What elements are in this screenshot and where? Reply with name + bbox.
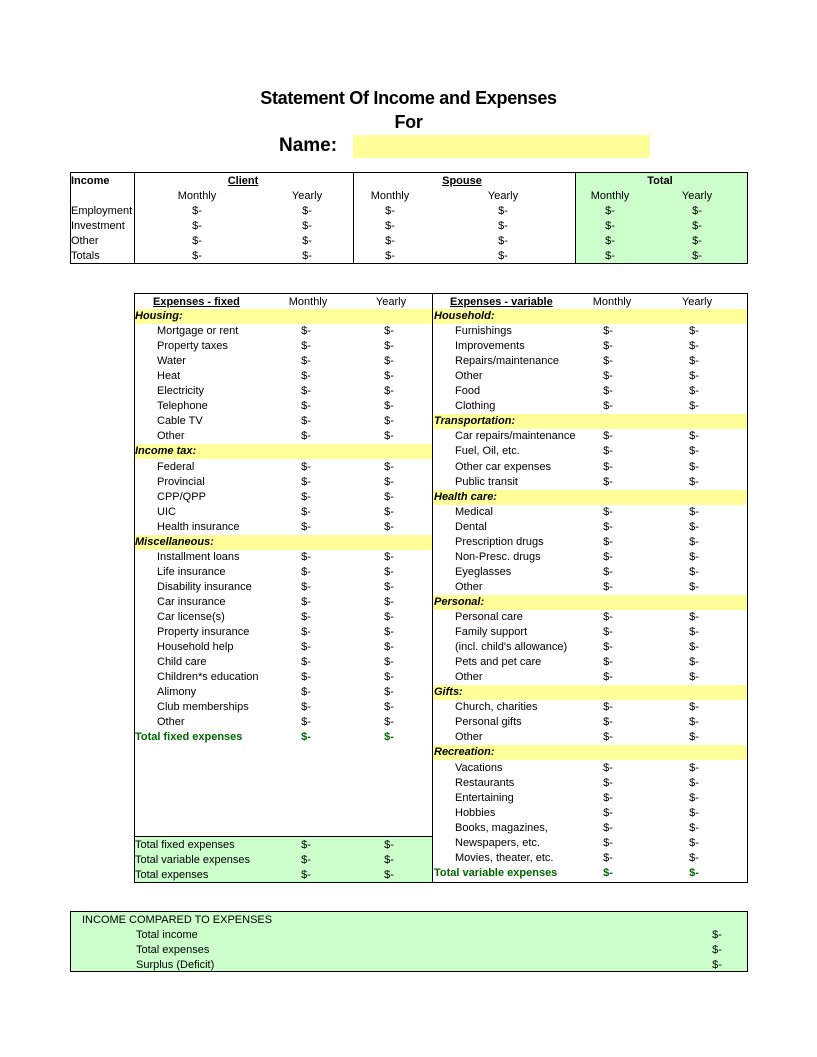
- income-cell[interactable]: $-: [385, 220, 395, 232]
- expense-yearly-cell[interactable]: $-: [384, 656, 394, 669]
- income-cell[interactable]: $-: [605, 235, 615, 247]
- expense-item-label: Prescription drugs: [455, 535, 544, 548]
- expense-item-label: Provincial: [157, 475, 205, 488]
- expense-monthly-cell[interactable]: $-: [301, 656, 311, 669]
- expense-item-label: Hobbies: [455, 806, 496, 819]
- expense-monthly-cell[interactable]: $-: [301, 505, 311, 518]
- expense-item-label: Property insurance: [157, 626, 250, 639]
- expense-monthly-cell[interactable]: $-: [301, 400, 311, 413]
- expense-yearly-cell[interactable]: $-: [689, 400, 699, 413]
- expense-item-label: Repairs/maintenance: [455, 355, 559, 368]
- expense-item-label: Other: [157, 430, 185, 443]
- income-sub-header: Yearly: [487, 190, 519, 202]
- expense-monthly-cell[interactable]: $-: [301, 325, 311, 338]
- expense-item-label: Property taxes: [157, 340, 228, 353]
- expense-item-label: Club memberships: [157, 701, 249, 714]
- expense-yearly-cell[interactable]: $-: [689, 671, 699, 684]
- income-cell[interactable]: $-: [385, 235, 395, 247]
- expense-yearly-cell[interactable]: $-: [689, 505, 699, 518]
- expense-yearly-cell[interactable]: $-: [689, 821, 699, 834]
- income-cell[interactable]: $-: [692, 220, 702, 232]
- expense-monthly-cell[interactable]: $-: [301, 475, 311, 488]
- expense-item-label: Family support: [455, 626, 528, 639]
- expense-monthly-cell[interactable]: $-: [603, 851, 613, 864]
- expense-yearly-cell[interactable]: $-: [384, 460, 394, 473]
- expense-item-label: Car license(s): [157, 611, 225, 623]
- expense-yearly-cell[interactable]: $-: [384, 686, 394, 699]
- expense-yearly-cell[interactable]: $-: [689, 370, 699, 383]
- expense-yearly-cell[interactable]: $-: [689, 355, 699, 368]
- expense-yearly-cell[interactable]: $-: [689, 791, 699, 804]
- expense-monthly-cell[interactable]: $-: [603, 656, 613, 669]
- expense-yearly-cell[interactable]: $-: [689, 460, 699, 473]
- section-total-monthly: $-: [603, 866, 613, 879]
- expense-yearly-cell[interactable]: $-: [384, 626, 394, 639]
- expense-yearly-cell[interactable]: $-: [384, 385, 394, 398]
- variable-title: Expenses - variable: [450, 296, 553, 308]
- income-row-label: Totals: [71, 250, 100, 262]
- expense-monthly-cell[interactable]: $-: [301, 580, 311, 593]
- expense-yearly-cell[interactable]: $-: [689, 641, 699, 654]
- expense-item-label: Public transit: [455, 475, 518, 488]
- expense-yearly-cell[interactable]: $-: [689, 776, 699, 789]
- expense-monthly-cell[interactable]: $-: [603, 460, 613, 473]
- expense-item-label: Car repairs/maintenance: [455, 430, 576, 443]
- section-total-yearly: $-: [689, 866, 699, 879]
- expense-item-label: Dental: [455, 520, 487, 533]
- compare-value: $-: [712, 929, 722, 941]
- summary-label: Total expenses: [135, 869, 209, 881]
- section-total-monthly: $-: [301, 731, 311, 744]
- page-title: Statement Of Income and Expenses: [260, 88, 557, 108]
- expense-monthly-cell[interactable]: $-: [603, 505, 613, 518]
- expense-item-label: Federal: [157, 460, 195, 473]
- income-cell[interactable]: $-: [498, 220, 508, 232]
- expense-yearly-cell[interactable]: $-: [384, 671, 394, 684]
- expense-yearly-cell[interactable]: $-: [689, 340, 699, 353]
- expense-yearly-cell[interactable]: $-: [384, 550, 394, 563]
- summary-yearly: $-: [384, 854, 394, 866]
- expense-monthly-cell[interactable]: $-: [301, 671, 311, 684]
- income-group-header: Client: [227, 175, 259, 187]
- income-sub-header: Yearly: [291, 190, 323, 202]
- expense-yearly-cell[interactable]: $-: [384, 475, 394, 488]
- expense-monthly-cell[interactable]: $-: [603, 731, 613, 744]
- summary-yearly: $-: [384, 869, 394, 881]
- expense-item-label: Cable TV: [157, 415, 203, 428]
- section-header: Housing:: [135, 310, 183, 322]
- expense-item-label: Heat: [157, 370, 181, 383]
- variable-monthly-header: Monthly: [592, 296, 632, 308]
- compare-label: Surplus (Deficit): [136, 959, 215, 971]
- expense-monthly-cell[interactable]: $-: [603, 475, 613, 488]
- expense-item-label: Disability insurance: [157, 580, 252, 593]
- expense-item-label: Health insurance: [157, 520, 240, 533]
- summary-label: Total variable expenses: [135, 854, 250, 866]
- expense-monthly-cell[interactable]: $-: [301, 490, 311, 503]
- section-header: Gifts:: [434, 686, 463, 699]
- expense-monthly-cell[interactable]: $-: [603, 445, 613, 458]
- section-total-yearly: $-: [384, 731, 394, 744]
- income-cell[interactable]: $-: [302, 205, 312, 217]
- expense-monthly-cell[interactable]: $-: [603, 355, 613, 368]
- expense-yearly-cell[interactable]: $-: [689, 716, 699, 729]
- expense-item-label: Medical: [455, 505, 493, 518]
- expense-monthly-cell[interactable]: $-: [301, 340, 311, 353]
- variable-yearly-header: Yearly: [681, 296, 713, 308]
- expense-monthly-cell[interactable]: $-: [301, 370, 311, 383]
- expense-item-label: Water: [157, 355, 186, 368]
- expense-item-label: Child care: [157, 656, 207, 669]
- expense-item-label: Mortgage or rent: [157, 325, 239, 338]
- expense-monthly-cell[interactable]: $-: [603, 580, 613, 593]
- income-row-label: Investment: [71, 220, 125, 232]
- expense-yearly-cell[interactable]: $-: [384, 701, 394, 714]
- income-divider: [575, 172, 576, 264]
- expense-yearly-cell[interactable]: $-: [384, 490, 394, 503]
- income-sub-header: Monthly: [370, 190, 410, 202]
- fixed-monthly-header: Monthly: [288, 296, 328, 308]
- expense-monthly-cell[interactable]: $-: [301, 460, 311, 473]
- section-header: Health care:: [434, 490, 497, 503]
- expense-yearly-cell[interactable]: $-: [384, 400, 394, 413]
- fixed-title: Expenses - fixed: [153, 296, 240, 308]
- compare-value: $-: [712, 944, 722, 956]
- expense-yearly-cell[interactable]: $-: [384, 340, 394, 353]
- expense-yearly-cell[interactable]: $-: [689, 731, 699, 744]
- expense-yearly-cell[interactable]: $-: [689, 325, 699, 338]
- expense-yearly-cell[interactable]: $-: [384, 595, 394, 608]
- expense-monthly-cell[interactable]: $-: [603, 550, 613, 563]
- expense-monthly-cell[interactable]: $-: [603, 671, 613, 684]
- expense-item-label: Restaurants: [455, 776, 515, 789]
- income-cell[interactable]: $-: [605, 205, 615, 217]
- expense-yearly-cell[interactable]: $-: [384, 430, 394, 443]
- expense-yearly-cell[interactable]: $-: [384, 325, 394, 338]
- compare-title: INCOME COMPARED TO EXPENSES: [82, 914, 273, 926]
- expense-yearly-cell[interactable]: $-: [689, 565, 699, 578]
- name-field[interactable]: [353, 135, 650, 158]
- expense-item-label: Personal care: [455, 611, 523, 623]
- income-sub-header: Yearly: [681, 190, 713, 202]
- expense-yearly-cell[interactable]: $-: [384, 565, 394, 578]
- expense-monthly-cell[interactable]: $-: [301, 355, 311, 368]
- expense-item-label: Other: [157, 716, 185, 729]
- expense-item-label: Movies, theater, etc.: [455, 851, 554, 864]
- income-row-label: Employment: [71, 205, 133, 217]
- compare-label: Total expenses: [136, 944, 210, 956]
- income-sub-header: Monthly: [590, 190, 630, 202]
- expense-item-label: Church, charities: [455, 701, 538, 714]
- expense-item-label: Eyeglasses: [455, 565, 512, 578]
- summary-monthly: $-: [301, 854, 311, 866]
- fixed-yearly-header: Yearly: [375, 296, 407, 308]
- section-total-label: Total fixed expenses: [135, 731, 243, 744]
- income-cell[interactable]: $-: [385, 250, 395, 262]
- expense-yearly-cell[interactable]: $-: [384, 716, 394, 729]
- income-divider: [353, 172, 354, 264]
- expense-item-label: Children*s education: [157, 671, 259, 684]
- expense-monthly-cell[interactable]: $-: [603, 325, 613, 338]
- income-cell[interactable]: $-: [605, 250, 615, 262]
- expense-monthly-cell[interactable]: $-: [603, 340, 613, 353]
- expense-monthly-cell[interactable]: $-: [603, 791, 613, 804]
- expense-yearly-cell[interactable]: $-: [689, 761, 699, 774]
- expense-monthly-cell[interactable]: $-: [301, 611, 311, 623]
- expense-yearly-cell[interactable]: $-: [689, 656, 699, 669]
- summary-label: Total fixed expenses: [135, 839, 235, 851]
- income-cell[interactable]: $-: [192, 220, 202, 232]
- income-row-label: Other: [71, 235, 99, 247]
- expense-yearly-cell[interactable]: $-: [384, 415, 394, 428]
- income-cell[interactable]: $-: [192, 205, 202, 217]
- expense-item-label: Other: [455, 580, 483, 593]
- expense-item-label: Books, magazines,: [455, 821, 548, 834]
- expense-yearly-cell[interactable]: $-: [689, 611, 699, 623]
- expense-monthly-cell[interactable]: $-: [603, 701, 613, 714]
- expenses-divider: [432, 293, 433, 883]
- expense-item-label: Installment loans: [157, 550, 240, 563]
- expense-item-label: (incl. child's allowance): [455, 641, 568, 654]
- expense-yearly-cell[interactable]: $-: [689, 580, 699, 593]
- expense-item-label: Pets and pet care: [455, 656, 542, 669]
- expense-yearly-cell[interactable]: $-: [384, 641, 394, 654]
- expense-item-label: Non-Presc. drugs: [455, 550, 541, 563]
- expense-yearly-cell[interactable]: $-: [689, 701, 699, 714]
- income-cell[interactable]: $-: [302, 235, 312, 247]
- income-cell[interactable]: $-: [498, 205, 508, 217]
- expense-monthly-cell[interactable]: $-: [301, 641, 311, 654]
- compare-label: Total income: [136, 929, 198, 941]
- section-header: Income tax:: [135, 445, 197, 458]
- expense-monthly-cell[interactable]: $-: [603, 836, 613, 849]
- summary-yearly: $-: [384, 839, 394, 851]
- expense-item-label: Other: [455, 671, 483, 684]
- expense-monthly-cell[interactable]: $-: [301, 565, 311, 578]
- section-header: Household:: [434, 310, 495, 322]
- income-cell[interactable]: $-: [692, 235, 702, 247]
- expense-item-label: Newspapers, etc.: [455, 836, 540, 849]
- income-cell[interactable]: $-: [498, 250, 508, 262]
- expense-yearly-cell[interactable]: $-: [689, 430, 699, 443]
- expense-item-label: Electricity: [157, 385, 205, 398]
- name-label: Name:: [279, 135, 338, 156]
- expense-monthly-cell[interactable]: $-: [603, 806, 613, 819]
- expense-monthly-cell[interactable]: $-: [301, 430, 311, 443]
- income-label: Income: [71, 175, 110, 187]
- expense-yearly-cell[interactable]: $-: [384, 370, 394, 383]
- income-cell[interactable]: $-: [385, 205, 395, 217]
- income-cell[interactable]: $-: [302, 250, 312, 262]
- section-total-label: Total variable expenses: [434, 866, 558, 879]
- income-cell[interactable]: $-: [192, 250, 202, 262]
- expense-item-label: CPP/QPP: [157, 490, 206, 503]
- income-group-header: Total: [647, 175, 673, 187]
- expense-item-label: Other: [455, 370, 483, 383]
- income-cell[interactable]: $-: [692, 250, 702, 262]
- expense-monthly-cell[interactable]: $-: [301, 626, 311, 639]
- expense-monthly-cell[interactable]: $-: [301, 686, 311, 699]
- expense-item-label: Improvements: [455, 340, 525, 353]
- expense-item-label: Clothing: [455, 400, 496, 413]
- expense-item-label: Car insurance: [157, 595, 226, 608]
- income-divider: [134, 172, 135, 264]
- expense-monthly-cell[interactable]: $-: [603, 821, 613, 834]
- summary-divider: [134, 836, 433, 837]
- expense-monthly-cell[interactable]: $-: [603, 611, 613, 623]
- expense-monthly-cell[interactable]: $-: [301, 385, 311, 398]
- section-header: Personal:: [434, 595, 485, 608]
- expense-yearly-cell[interactable]: $-: [689, 836, 699, 849]
- expense-item-label: Fuel, Oil, etc.: [455, 445, 520, 458]
- expense-monthly-cell[interactable]: $-: [301, 415, 311, 428]
- expense-yearly-cell[interactable]: $-: [689, 851, 699, 864]
- expense-yearly-cell[interactable]: $-: [384, 505, 394, 518]
- expense-yearly-cell[interactable]: $-: [384, 520, 394, 533]
- expense-item-label: Alimony: [157, 686, 197, 699]
- expense-item-label: Personal gifts: [455, 716, 522, 729]
- expense-yearly-cell[interactable]: $-: [689, 445, 699, 458]
- income-group-header: Spouse: [442, 175, 482, 187]
- section-header: Transportation:: [434, 415, 516, 428]
- expense-monthly-cell[interactable]: $-: [603, 535, 613, 548]
- expense-item-label: Vacations: [455, 761, 503, 774]
- expense-yearly-cell[interactable]: $-: [689, 550, 699, 563]
- for-label: For: [394, 112, 423, 132]
- expense-monthly-cell[interactable]: $-: [301, 716, 311, 729]
- expense-monthly-cell[interactable]: $-: [603, 370, 613, 383]
- expense-monthly-cell[interactable]: $-: [301, 595, 311, 608]
- summary-monthly: $-: [301, 869, 311, 881]
- expense-yearly-cell[interactable]: $-: [689, 475, 699, 488]
- expense-item-label: Other car expenses: [455, 460, 551, 473]
- expense-item-label: Household help: [157, 641, 234, 654]
- income-cell[interactable]: $-: [605, 220, 615, 232]
- expense-item-label: Life insurance: [157, 565, 226, 578]
- expense-yearly-cell[interactable]: $-: [384, 611, 394, 623]
- expense-yearly-cell[interactable]: $-: [384, 355, 394, 368]
- compare-value: $-: [712, 959, 722, 971]
- section-header: Recreation:: [434, 746, 495, 759]
- expense-yearly-cell[interactable]: $-: [384, 580, 394, 593]
- income-sub-header: Monthly: [177, 190, 217, 202]
- expense-item-label: UIC: [157, 505, 176, 518]
- expense-monthly-cell[interactable]: $-: [603, 626, 613, 639]
- expense-item-label: Entertaining: [455, 791, 514, 804]
- expense-monthly-cell[interactable]: $-: [603, 716, 613, 729]
- expense-yearly-cell[interactable]: $-: [689, 626, 699, 639]
- expense-monthly-cell[interactable]: $-: [603, 430, 613, 443]
- expense-monthly-cell[interactable]: $-: [301, 701, 311, 714]
- expense-monthly-cell[interactable]: $-: [603, 385, 613, 398]
- expense-item-label: Other: [455, 731, 483, 744]
- expense-item-label: Telephone: [157, 400, 208, 413]
- expense-monthly-cell[interactable]: $-: [603, 761, 613, 774]
- expense-yearly-cell[interactable]: $-: [689, 535, 699, 548]
- expense-yearly-cell[interactable]: $-: [689, 520, 699, 533]
- expense-monthly-cell[interactable]: $-: [603, 565, 613, 578]
- expense-item-label: Food: [455, 385, 481, 398]
- income-cell[interactable]: $-: [692, 205, 702, 217]
- expense-item-label: Furnishings: [455, 325, 512, 338]
- income-cell[interactable]: $-: [498, 235, 508, 247]
- expense-monthly-cell[interactable]: $-: [603, 520, 613, 533]
- expense-monthly-cell[interactable]: $-: [301, 520, 311, 533]
- expense-monthly-cell[interactable]: $-: [603, 776, 613, 789]
- expense-monthly-cell[interactable]: $-: [301, 550, 311, 563]
- summary-monthly: $-: [301, 839, 311, 851]
- expense-yearly-cell[interactable]: $-: [689, 806, 699, 819]
- income-cell[interactable]: $-: [192, 235, 202, 247]
- expense-monthly-cell[interactable]: $-: [603, 641, 613, 654]
- expense-yearly-cell[interactable]: $-: [689, 385, 699, 398]
- income-cell[interactable]: $-: [302, 220, 312, 232]
- section-header: Miscellaneous:: [135, 535, 214, 548]
- expense-monthly-cell[interactable]: $-: [603, 400, 613, 413]
